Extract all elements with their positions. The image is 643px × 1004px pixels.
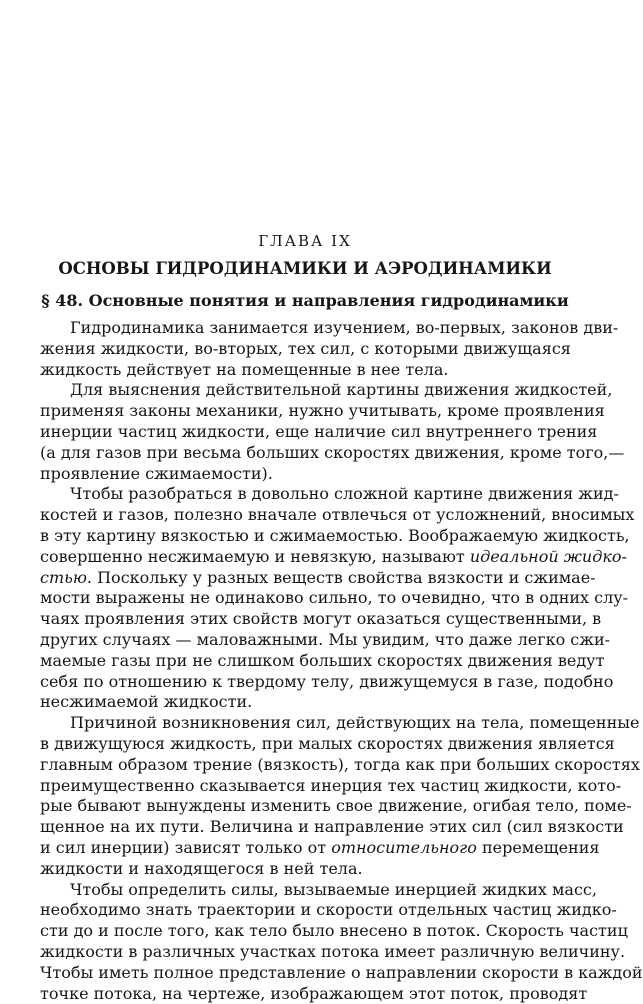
paragraph [40, 484, 570, 713]
text-line: несжимаемой жидкости. [40, 692, 570, 713]
text-line: маемые газы при не слишком больших скоростях движения ведут [40, 651, 570, 672]
text-line: чаях проявления этих свойств могут оказаться существенными, в [40, 609, 570, 630]
text-line: Гидродинамика занимается изучением, во-первых, законов дви- [40, 318, 570, 339]
text-line: проявление сжимаемости). [40, 464, 570, 485]
paragraph [40, 713, 570, 879]
text-line: Чтобы иметь полное представление о направлении скорости в каждой [40, 963, 570, 984]
text-line: мости выражены не одинаково сильно, то очевидно, что в одних слу- [40, 588, 570, 609]
text-line: в движущуюся жидкость, при малых скоростях движения является [40, 734, 570, 755]
text-line: преимущественно сказывается инерция тех частиц жидкости, кото- [40, 776, 570, 797]
section-heading: § 48. Основные понятия и направления гидродинамики [20, 286, 590, 316]
paragraph [40, 880, 570, 1004]
chapter-heading: ГЛАВА IX [0, 228, 610, 254]
text-line: Причиной возникновения сил, действующих на тела, помещенные [40, 713, 570, 734]
text-line: применяя законы механики, нужно учитывать, кроме проявления [40, 401, 570, 422]
text-line: жения жидкости, во-вторых, тех сил, с которыми движущаяся [40, 339, 570, 360]
text-line: жидкости и находящегося в ней тела. [40, 859, 570, 880]
text-line: других случаях — маловажными. Мы увидим, что даже легко сжи- [40, 630, 570, 651]
text-line: сти до и после того, как тело было внесено в поток. Скорость частиц [40, 921, 570, 942]
paragraph [40, 318, 570, 380]
text-line: себя по отношению к твердому телу, движущемуся в газе, подобно [40, 672, 570, 693]
text-line: Для выяснения действительной картины движения жидкостей, [40, 380, 570, 401]
text-line: Чтобы определить силы, вызываемые инерцией жидких масс, [40, 880, 570, 901]
chapter-title: ОСНОВЫ ГИДРОДИНАМИКИ И АЭРОДИНАМИКИ [20, 254, 590, 284]
text-line: жидкость действует на помещенные в нее тела. [40, 360, 570, 381]
text-line: и сил инерции) зависят только от относительного перемещения [40, 838, 570, 859]
text-line: жидкости в различных участках потока имеет различную величину. [40, 942, 570, 963]
text-line: щенное на их пути. Величина и направление этих сил (сил вязкости [40, 817, 570, 838]
text-line: костей и газов, полезно вначале отвлечься от усложнений, вносимых [40, 505, 570, 526]
paragraph [40, 380, 570, 484]
text-line: в эту картину вязкостью и сжимаемостью. Воображаемую жидкость, [40, 526, 570, 547]
text-line: стью. Поскольку у разных веществ свойства вязкости и сжимае- [40, 568, 570, 589]
text-line: рые бывают вынуждены изменить свое движение, огибая тело, поме- [40, 796, 570, 817]
text-line: совершенно несжимаемую и невязкую, называют идеальной жидко- [40, 547, 570, 568]
text-line: главным образом трение (вязкость), тогда как при больших скоростях [40, 755, 570, 776]
body-text [40, 318, 570, 1004]
text-line: Чтобы разобраться в довольно сложной картине движения жид- [40, 484, 570, 505]
text-line: (а для газов при весьма больших скоростях движения, кроме того,— [40, 443, 570, 464]
text-line: необходимо знать траектории и скорости отдельных частиц жидко- [40, 900, 570, 921]
text-line: инерции частиц жидкости, еще наличие сил внутреннего трения [40, 422, 570, 443]
text-line: точке потока, на чертеже, изображающем этот поток, проводят [40, 984, 570, 1004]
